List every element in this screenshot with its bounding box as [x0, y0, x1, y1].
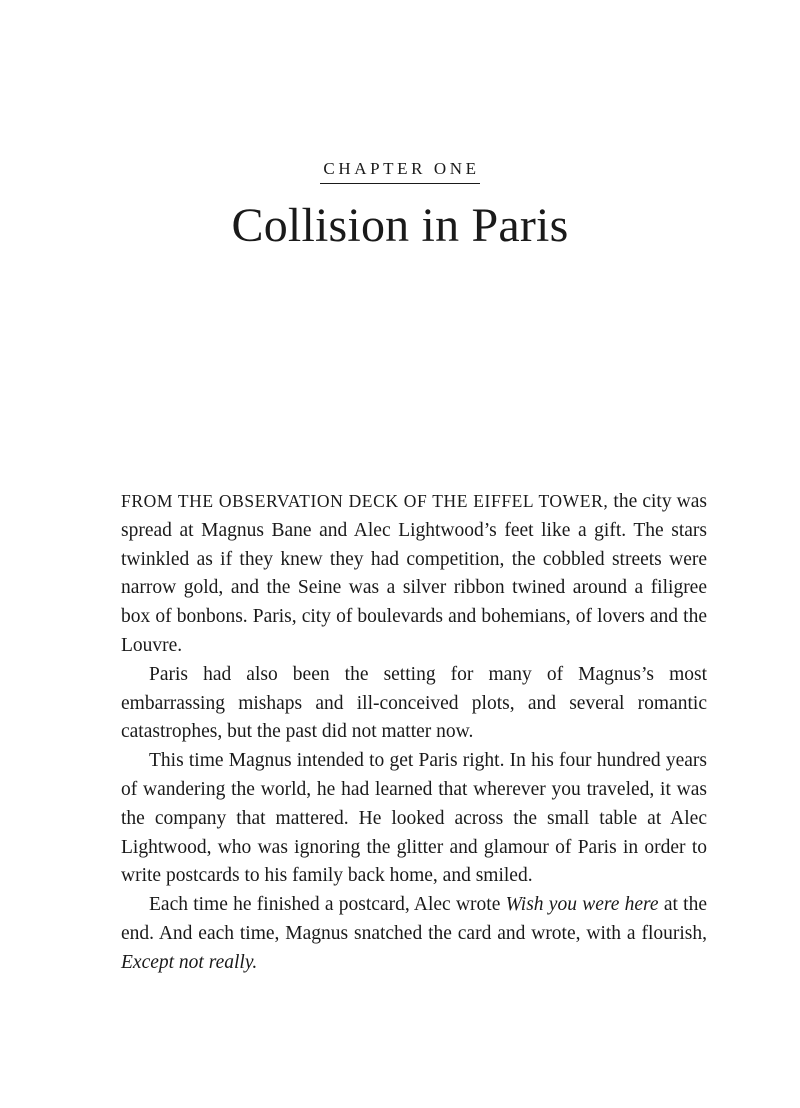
chapter-title: Collision in Paris: [231, 199, 569, 252]
paragraph-4-italic-2: Except not really.: [121, 951, 258, 973]
paragraph-2: Paris had also been the setting for many of Magnus’s most embarrassing mishaps and ill-conceived plots, and several romantic catastrophes, but the past did not matter now.: [121, 663, 707, 743]
chapter-body: [121, 487, 707, 978]
paragraph-1-text: the city was spread at Magnus Bane and Alec Lightwood’s feet like a gift. The stars twinkled as if they knew they had competition, the cobbled streets were narrow gold, and the Seine was a silver ribbon twined around a filigree box of bonbons. Paris, city of boulevards and bohemians, of lovers and the Louvre.: [121, 491, 708, 656]
chapter-label: [0, 158, 800, 184]
paragraph-1: [121, 487, 707, 661]
paragraph-4-text-b: at the end. And each time, Magnus snatched the card and wrote, with a flourish,: [121, 894, 707, 944]
paragraph-4-text-a: Each time he finished a postcard, Alec wrote: [149, 894, 506, 916]
opening-smallcaps: FROM THE OBSERVATION DECK OF THE EIFFEL TOWER,: [121, 491, 609, 511]
paragraph-4-italic-1: Wish you were here: [505, 894, 659, 916]
chapter-label-text: CHAPTER ONE: [320, 158, 479, 184]
paragraph-3: This time Magnus intended to get Paris right. In his four hundred years of wandering the world, he had learned that wherever you traveled, it was the company that mattered. He looked across the small table at Alec Lightwood, who was ignoring the glitter and glamour of Paris in order to write postcards to his family back home, and smiled.: [121, 750, 707, 887]
paragraph-4: [121, 891, 707, 977]
